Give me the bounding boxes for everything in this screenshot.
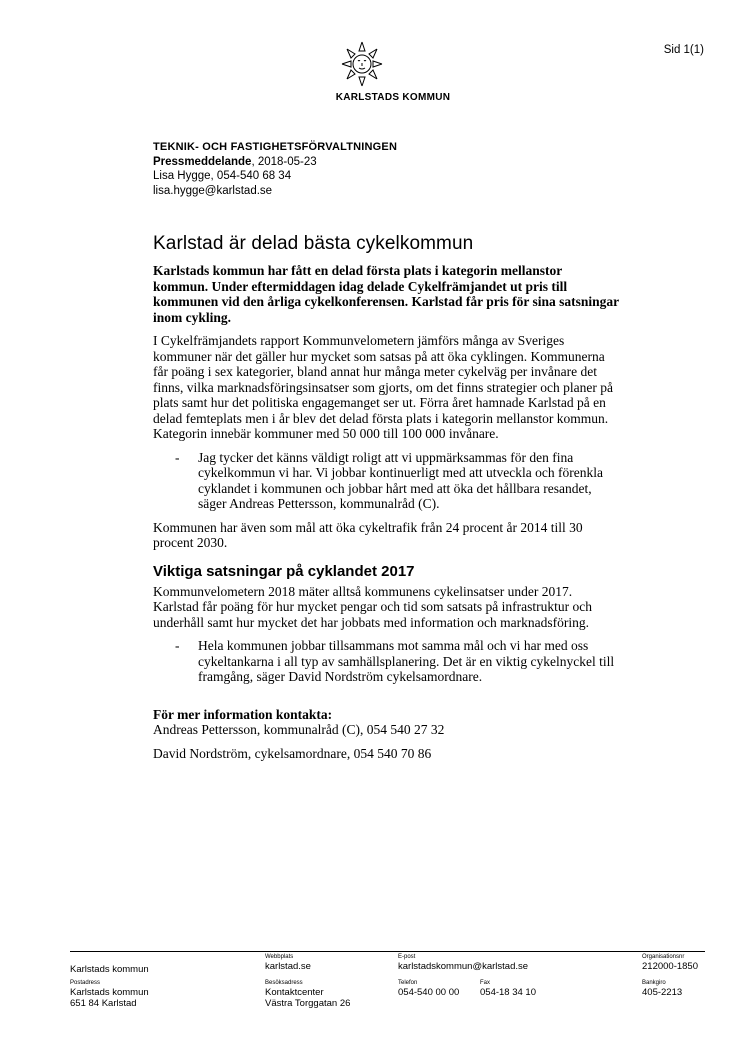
page-title: Karlstad är delad bästa cykelkommun xyxy=(153,233,474,254)
document-header xyxy=(153,140,397,198)
quote-dash: - xyxy=(175,638,180,653)
footer-visit-label: Besöksadress xyxy=(265,980,303,986)
footer-post-line-2: 651 84 Karlstad xyxy=(70,998,137,1009)
footer-fax: 054-18 34 10 xyxy=(480,987,536,998)
org-name: KARLSTADS KOMMUN xyxy=(335,92,451,103)
footer-email-link[interactable]: karlstadskommun@karlstad.se xyxy=(398,961,529,972)
body-paragraph-1: I Cykelfrämjandets rapport Kommunvelometern jämförs många av Sveriges kommuner när det gäller hur mycket som satsas på att öka cyklingen. Kommunerna får poäng i sex kategorier, bland annat hur många meter cykelväg per invånare det finns, vilka marknadsföringsinsatser som gjorts, om det finns strategier och planer på plats samt hur det politiska engagemanget ser ut. Förra året hamnade Karlstad på en delad femteplats men i år blev det delad första plats i kategorin mellanstor kommun. Kategorin innebär kommuner med 50 000 till 100 000 invånare. xyxy=(153,333,614,441)
doc-type: Pressmeddelande xyxy=(153,155,252,168)
body-paragraph-3: Kommunvelometern 2018 mäter alltså kommunens cykelinsatser under 2017. Karlstad får poäng för hur mycket pengar och tid som satsats på infrastruktur och underhåll samt hur mycket det har jobbats med information och marknadsföring. xyxy=(153,583,592,630)
karlstad-sun-logo-icon xyxy=(341,40,383,88)
contact-2: David Nordström, cykelsamordnare, 054 540 70 86 xyxy=(153,745,432,761)
department: TEKNIK- OCH FASTIGHETSFÖRVALTNINGEN xyxy=(153,141,398,153)
footer-visit-line-1: Kontaktcenter xyxy=(265,987,324,998)
press-release-body xyxy=(153,233,619,769)
body-paragraph-2: Kommunen har även som mål att öka cykeltrafik från 24 procent år 2014 till 30 procent 2030. xyxy=(153,519,583,550)
footer xyxy=(70,951,705,1009)
footer-post-line-1: Karlstads kommun xyxy=(70,987,149,998)
footer-email-label: E-post xyxy=(398,954,416,960)
doc-type-line xyxy=(153,155,397,170)
footer-orgnr-label: Organisationsnr xyxy=(642,954,685,960)
footer-phone-label: Telefon xyxy=(398,980,418,986)
footer-name: Karlstads kommun xyxy=(70,964,149,975)
footer-phone: 054-540 00 00 xyxy=(398,987,460,998)
contact-section xyxy=(153,707,619,762)
contact-heading: För mer information kontakta: xyxy=(153,706,333,722)
page-number: Sid 1(1) xyxy=(663,44,704,56)
footer-web-label: Webbplats xyxy=(265,954,294,960)
footer-post-label: Postadress xyxy=(70,980,101,986)
lead-paragraph: Karlstads kommun har fått en delad första plats i kategorin mellanstor kommun. Under eftermiddagen idag delade Cykelfrämjandet ut pris till kommunen vid den årliga cykelkonferensen. Karlstad får pris för sina satsningar inom cykling. xyxy=(153,263,619,325)
footer-bank-label: Bankgiro xyxy=(642,980,666,986)
subheading: Viktiga satsningar på cyklandet 2017 xyxy=(153,562,415,580)
quote-1-text: Jag tycker det känns väldigt roligt att vi uppmärksammas för den fina cykelkommun vi har. Vi jobbar kontinuerligt med att utveckla och förenkla cyklandet i kommunen och jobbar hårt med att öka det hållbara resandet, säger Andreas Pettersson, kommunalråd (C). xyxy=(198,449,603,511)
footer-fax-label: Fax xyxy=(480,980,491,986)
contact-1: Andreas Pettersson, kommunalråd (C), 054 540 27 32 xyxy=(153,722,445,737)
footer-visit-line-2: Västra Torggatan 26 xyxy=(265,998,351,1009)
quote-2-text: Hela kommunen jobbar tillsammans mot samma mål och vi har med oss cykeltankarna i all typ av samhällsplanering. Det är en viktig cykelnyckel till framgång, säger David Nordström cykelsamordnare. xyxy=(198,638,615,684)
quote-2 xyxy=(153,638,619,685)
quote-dash: - xyxy=(175,449,180,465)
quote-1 xyxy=(153,450,619,512)
footer-orgnr: 212000-1850 xyxy=(642,961,698,972)
doc-date: , 2018-05-23 xyxy=(251,155,317,168)
footer-web-link[interactable]: karlstad.se xyxy=(265,961,311,972)
contact-email: lisa.hygge@karlstad.se xyxy=(153,184,273,197)
footer-bank: 405-2213 xyxy=(642,987,683,998)
contact-person: Lisa Hygge, 054-540 68 34 xyxy=(153,170,292,182)
